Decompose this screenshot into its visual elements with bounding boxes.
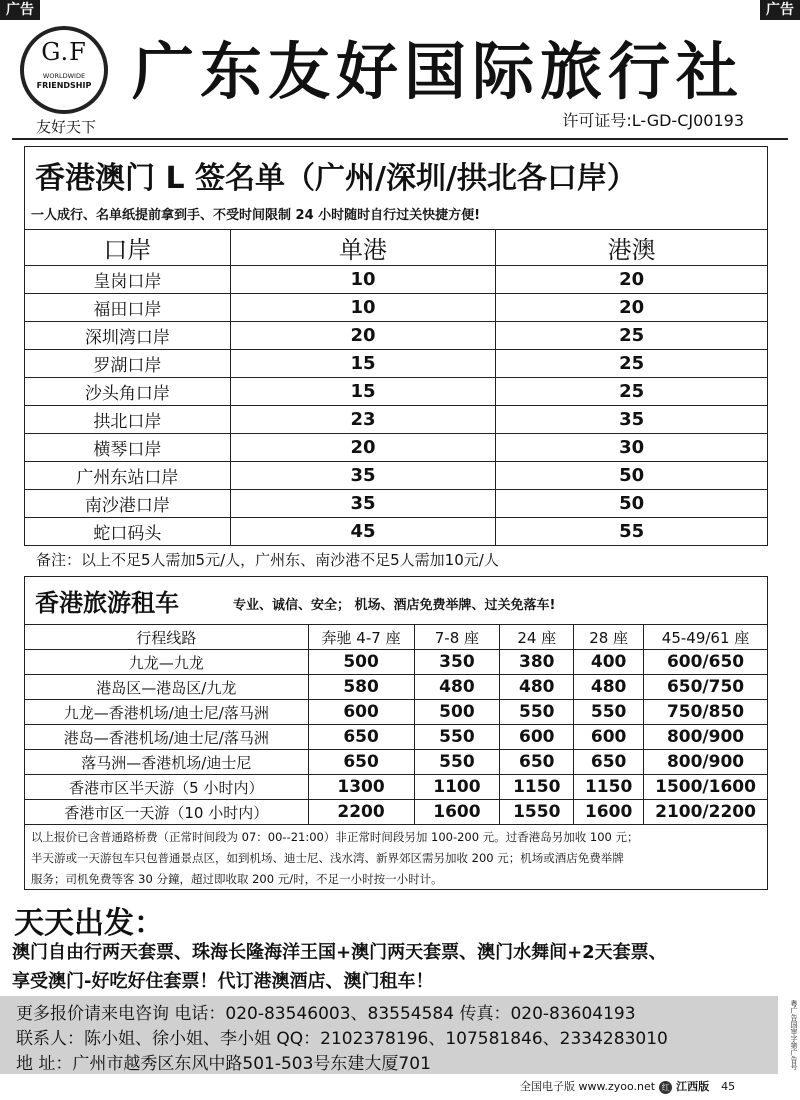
rental-price: 480: [574, 675, 644, 700]
table-row: [25, 800, 768, 825]
company-name: 广东友好国际旅行社: [132, 35, 745, 108]
depart-line-1: 澳门自由行两天套票、珠海长隆海洋王国+澳门两天套票、澳门水舞间+2天套票、: [12, 942, 667, 963]
car-title: 香港旅游租车: [35, 589, 179, 617]
port-name: 福田口岸: [25, 294, 231, 322]
rental-price: 1550: [500, 800, 574, 825]
visa-title: 香港澳门 L 签名单（广州/深圳/拱北各口岸）: [35, 161, 637, 196]
route-name: 港岛—香港机场/迪士尼/落马洲: [25, 725, 309, 750]
table-header-row: [25, 230, 768, 266]
rental-price: 1300: [308, 775, 414, 800]
ad-label-right: 广告: [760, 0, 800, 20]
rental-price: 480: [414, 675, 500, 700]
rental-price: 480: [500, 675, 574, 700]
contact-panel: [0, 996, 778, 1074]
hk-price: 20: [230, 434, 496, 462]
footer-edition: 江西版: [676, 1080, 710, 1093]
table-row: [25, 294, 768, 322]
table-row: [25, 462, 768, 490]
rental-price: 650: [500, 750, 574, 775]
route-name: 九龙—香港机场/迪士尼/落马洲: [25, 700, 309, 725]
table-row: [25, 490, 768, 518]
hk-price: 20: [230, 322, 496, 350]
rental-price: 1150: [500, 775, 574, 800]
visa-price-table: [24, 229, 768, 546]
company-logo: [18, 26, 118, 138]
hkmo-price: 25: [496, 378, 768, 406]
port-name: 横琴口岸: [25, 434, 231, 462]
column-header: 单港: [230, 230, 496, 266]
table-row: [25, 378, 768, 406]
route-name: 九龙—九龙: [25, 650, 309, 675]
rental-price: 650: [308, 750, 414, 775]
rental-price: 800/900: [644, 725, 768, 750]
rental-price: 550: [414, 725, 500, 750]
table-row: [25, 350, 768, 378]
hkmo-price: 50: [496, 490, 768, 518]
column-header: 奔驰 4-7 座: [308, 625, 414, 650]
hk-price: 23: [230, 406, 496, 434]
rental-price: 650/750: [644, 675, 768, 700]
rental-price: 550: [414, 750, 500, 775]
ad-label-left: 广告: [0, 0, 40, 20]
table-row: [25, 650, 768, 675]
hk-price: 15: [230, 378, 496, 406]
table-row: [25, 725, 768, 750]
route-name: 落马洲—香港机场/迪士尼: [25, 750, 309, 775]
table-row: [25, 750, 768, 775]
route-name: 香港市区半天游（5 小时内）: [25, 775, 309, 800]
column-header: 行程线路: [25, 625, 309, 650]
hkmo-price: 30: [496, 434, 768, 462]
logo-motto: 友好天下: [35, 118, 96, 136]
rental-price: 580: [308, 675, 414, 700]
table-row: [25, 406, 768, 434]
page-footer: [520, 1078, 735, 1094]
hkmo-price: 20: [496, 294, 768, 322]
hk-price: 35: [230, 490, 496, 518]
footer-site: 全国电子版 www.zyoo.net: [520, 1080, 656, 1093]
port-name: 沙头角口岸: [25, 378, 231, 406]
license-number: 许可证号:L-GD-CJ00193: [562, 111, 744, 130]
visa-section: [24, 146, 768, 546]
column-header: 港澳: [496, 230, 768, 266]
rental-price: 380: [500, 650, 574, 675]
visa-subtitle: 一人成行、名单纸提前拿到手、不受时间限制 24 小时随时自行过关快捷方便!: [31, 208, 481, 223]
port-name: 广州东站口岸: [25, 462, 231, 490]
car-price-table: [24, 624, 768, 825]
rental-price: 1500/1600: [644, 775, 768, 800]
hkmo-price: 25: [496, 322, 768, 350]
rental-price: 500: [308, 650, 414, 675]
rental-price: 650: [574, 750, 644, 775]
rental-price: 550: [574, 700, 644, 725]
column-header: 28 座: [574, 625, 644, 650]
logo-abbr: G.F: [41, 38, 87, 66]
rental-price: 600/650: [644, 650, 768, 675]
hk-price: 10: [230, 294, 496, 322]
table-row: [25, 775, 768, 800]
table-row: [25, 675, 768, 700]
depart-line-2: 享受澳门-好吃好住套票！代订港澳酒店、澳门租车！: [12, 971, 434, 992]
rental-price: 600: [574, 725, 644, 750]
table-header-row: [25, 625, 768, 650]
rental-price: 1150: [574, 775, 644, 800]
page-number: 45: [721, 1080, 736, 1093]
hkmo-price: 20: [496, 266, 768, 294]
hk-price: 35: [230, 462, 496, 490]
rental-price: 600: [308, 700, 414, 725]
seal-icon: 红: [659, 1081, 672, 1094]
column-header: 45-49/61 座: [644, 625, 768, 650]
rental-price: 400: [574, 650, 644, 675]
rental-price: 1600: [414, 800, 500, 825]
car-notes: [31, 827, 763, 890]
logo-line2: FRIENDSHIP: [36, 81, 92, 90]
rental-price: 500: [414, 700, 500, 725]
table-row: [25, 700, 768, 725]
hkmo-price: 25: [496, 350, 768, 378]
car-note-line: 半天游或一天游包车只包普通景点区，如到机场、迪士尼、浅水湾、新界郊区需另加收 200 元；机场或酒店免费举牌: [31, 851, 624, 865]
rental-price: 1100: [414, 775, 500, 800]
header-divider: [12, 138, 788, 140]
hkmo-price: 35: [496, 406, 768, 434]
logo-emblem: [20, 26, 108, 114]
logo-line1: WORLDWIDE: [42, 72, 86, 80]
column-header: 24 座: [500, 625, 574, 650]
table-row: [25, 518, 768, 546]
visa-note: 备注：以上不足5人需加5元/人，广州东、南沙港不足5人需加10元/人: [36, 551, 499, 569]
route-name: 香港市区一天游（10 小时内）: [25, 800, 309, 825]
table-row: [25, 434, 768, 462]
side-registration-text: 粤广告国审字第广告号: [790, 1000, 798, 1070]
depart-title: 天天出发：: [14, 906, 164, 941]
contact-phone-fax: 更多报价请来电咨询 电话：020-83546003、83554584 传真：020-83604193: [16, 1004, 636, 1024]
route-name: 港岛区—港岛区/九龙: [25, 675, 309, 700]
table-row: [25, 266, 768, 294]
port-name: 南沙港口岸: [25, 490, 231, 518]
hk-price: 10: [230, 266, 496, 294]
rental-price: 1600: [574, 800, 644, 825]
table-row: [25, 322, 768, 350]
rental-price: 550: [500, 700, 574, 725]
rental-price: 600: [500, 725, 574, 750]
rental-price: 750/850: [644, 700, 768, 725]
column-header: 7-8 座: [414, 625, 500, 650]
hkmo-price: 50: [496, 462, 768, 490]
hk-price: 15: [230, 350, 496, 378]
port-name: 罗湖口岸: [25, 350, 231, 378]
rental-price: 2100/2200: [644, 800, 768, 825]
hkmo-price: 55: [496, 518, 768, 546]
column-header: 口岸: [25, 230, 231, 266]
rental-price: 2200: [308, 800, 414, 825]
rental-price: 350: [414, 650, 500, 675]
port-name: 蛇口码头: [25, 518, 231, 546]
hk-price: 45: [230, 518, 496, 546]
rental-price: 800/900: [644, 750, 768, 775]
rental-price: 650: [308, 725, 414, 750]
car-slogan: 专业、诚信、安全； 机场、酒店免费举牌、过关免落车!: [233, 598, 556, 613]
contact-address: 地 址：广州市越秀区东风中路501-503号东建大厦701: [16, 1054, 431, 1074]
car-note-line: 以上报价已含普通路桥费（正常时间段为 07：00--21:00）非正常时间段另加 100-200 元。过香港岛另加收 100 元；: [31, 830, 639, 844]
contact-people-qq: 联系人：陈小姐、徐小姐、李小姐 QQ：2102378196、107581846、2334283010: [16, 1029, 668, 1049]
car-rental-section: [24, 576, 768, 890]
port-name: 拱北口岸: [25, 406, 231, 434]
port-name: 深圳湾口岸: [25, 322, 231, 350]
car-note-line: 服务；司机免费等客 30 分鐘，超过即收取 200 元/时，不足一小时按一小时计。: [31, 872, 443, 886]
port-name: 皇岗口岸: [25, 266, 231, 294]
